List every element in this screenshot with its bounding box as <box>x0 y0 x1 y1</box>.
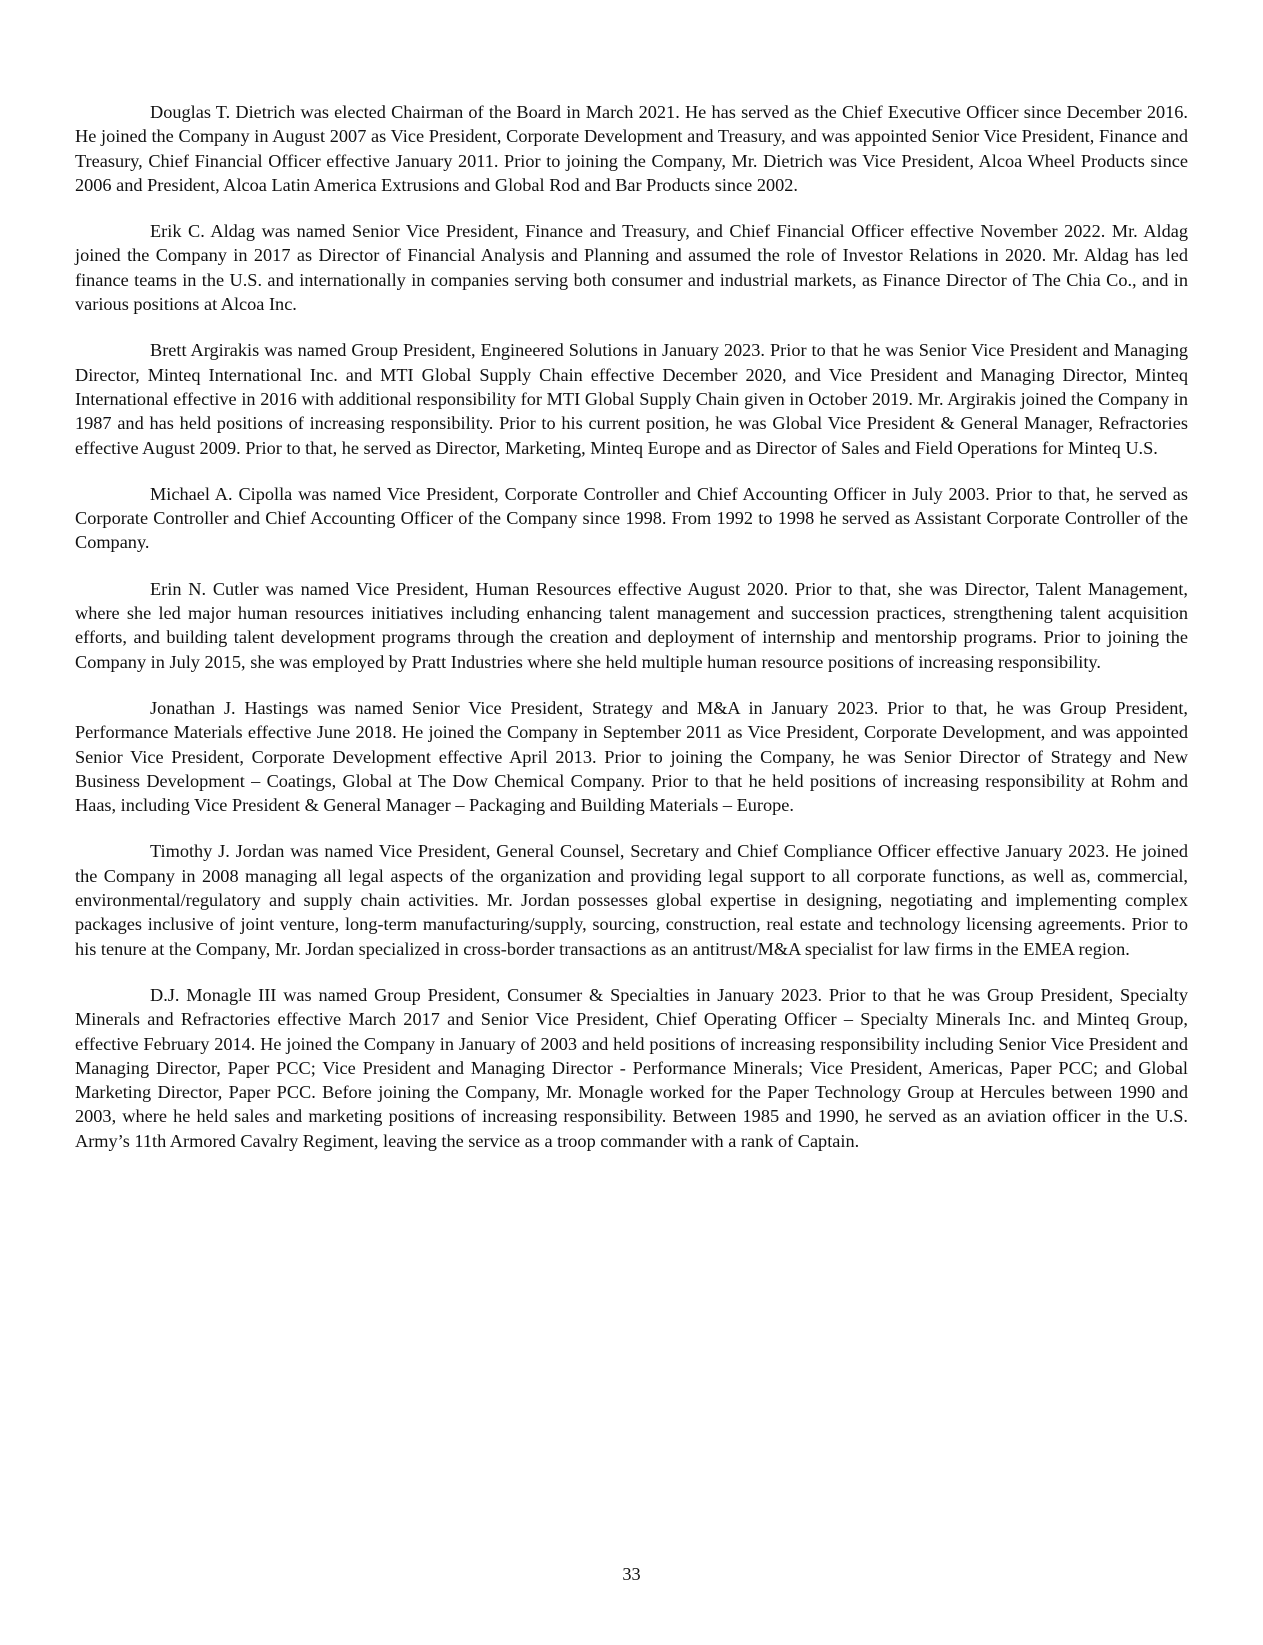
bio-paragraph-dietrich: Douglas T. Dietrich was elected Chairman of the Board in March 2021. He has served as the Chief Executive Officer since December 2016. He joined the Company in August 2007 as Vice President, Corporate Development and Treasury, and was appointed Senior Vice President, Finance and Treasury, Chief Financial Officer effective January 2011. Prior to joining the Company, Mr. Dietrich was Vice President, Alcoa Wheel Products since 2006 and President, Alcoa Latin America Extrusions and Global Rod and Bar Products since 2002. <box>75 102 1188 195</box>
bio-paragraph-aldag: Erik C. Aldag was named Senior Vice President, Finance and Treasury, and Chief Financial Officer effective November 2022. Mr. Aldag joined the Company in 2017 as Director of Financial Analysis and Planning and assumed the role of Investor Relations in 2020. Mr. Aldag has led finance teams in the U.S. and internationally in companies serving both consumer and industrial markets, as Finance Director of The Chia Co., and in various positions at Alcoa Inc. <box>75 221 1188 315</box>
bio-paragraph-hastings: Jonathan J. Hastings was named Senior Vice President, Strategy and M&A in January 2023. Prior to that, he was Group President, Performance Materials effective June 2018. He joined the Company in September 2011 as Vice President, Corporate Development, and was appointed Senior Vice President, Corporate Development effective April 2013. Prior to joining the Company, he was Senior Director of Strategy and New Business Development – Coatings, Global at The Dow Chemical Company. Prior to that he held positions of increasing responsibility at Rohm and Haas, including Vice President & General Manager – Packaging and Building Materials – Europe. <box>75 697 1188 816</box>
document-body <box>75 100 1188 1175</box>
page-number: 33 <box>622 1564 641 1584</box>
bio-paragraph-argirakis: Brett Argirakis was named Group President, Engineered Solutions in January 2023. Prior to that he was Senior Vice President and Managing Director, Minteq International Inc. and MTI Global Supply Chain effective December 2020, and Vice President and Managing Director, Minteq International effective in 2016 with additional responsibility for MTI Global Supply Chain given in October 2019. Mr. Argirakis joined the Company in 1987 and has held positions of increasing responsibility. Prior to his current position, he was Global Vice President & General Manager, Refractories effective August 2009. Prior to that, he served as Director, Marketing, Minteq Europe and as Director of Sales and Field Operations for Minteq U.S. <box>75 340 1188 458</box>
bio-paragraph-cipolla: Michael A. Cipolla was named Vice President, Corporate Controller and Chief Accounting Officer in July 2003. Prior to that, he served as Corporate Controller and Chief Accounting Officer of the Company since 1998. From 1992 to 1998 he served as Assistant Corporate Controller of the Company. <box>75 483 1188 553</box>
bio-paragraph-cutler: Erin N. Cutler was named Vice President, Human Resources effective August 2020. Prior to that, she was Director, Talent Management, where she led major human resources initiatives including enhancing talent management and succession practices, strengthening talent acquisition efforts, and building talent development programs through the creation and deployment of internship and mentorship programs. Prior to joining the Company in July 2015, she was employed by Pratt Industries where she held multiple human resource positions of increasing responsibility. <box>75 578 1188 672</box>
bio-paragraph-monagle: D.J. Monagle III was named Group President, Consumer & Specialties in January 2023. Prior to that he was Group President, Specialty Minerals and Refractories effective March 2017 and Senior Vice President, Chief Operating Officer – Specialty Minerals Inc. and Minteq Group, effective February 2014. He joined the Company in January of 2003 and held positions of increasing responsibility including Senior Vice President and Managing Director, Paper PCC; Vice President and Managing Director - Performance Minerals; Vice President, Americas, Paper PCC; and Global Marketing Director, Paper PCC. Before joining the Company, Mr. Monagle worked for the Paper Technology Group at Hercules between 1990 and 2003, where he held sales and marketing positions of increasing responsibility. Between 1985 and 1990, he served as an aviation officer in the U.S. Army’s 11th Armored Cavalry Regiment, leaving the service as a troop commander with a rank of Captain. <box>75 984 1188 1151</box>
bio-paragraph-jordan: Timothy J. Jordan was named Vice President, General Counsel, Secretary and Chief Compliance Officer effective January 2023. He joined the Company in 2008 managing all legal aspects of the organization and providing legal support to all corporate functions, as well as, commercial, environmental/regulatory and supply chain activities. Mr. Jordan possesses global expertise in designing, negotiating and implementing complex packages inclusive of joint venture, long-term manufacturing/supply, sourcing, construction, real estate and technology licensing agreements. Prior to his tenure at the Company, Mr. Jordan specialized in cross-border transactions as an antitrust/M&A specialist for law firms in the EMEA region. <box>75 841 1188 959</box>
